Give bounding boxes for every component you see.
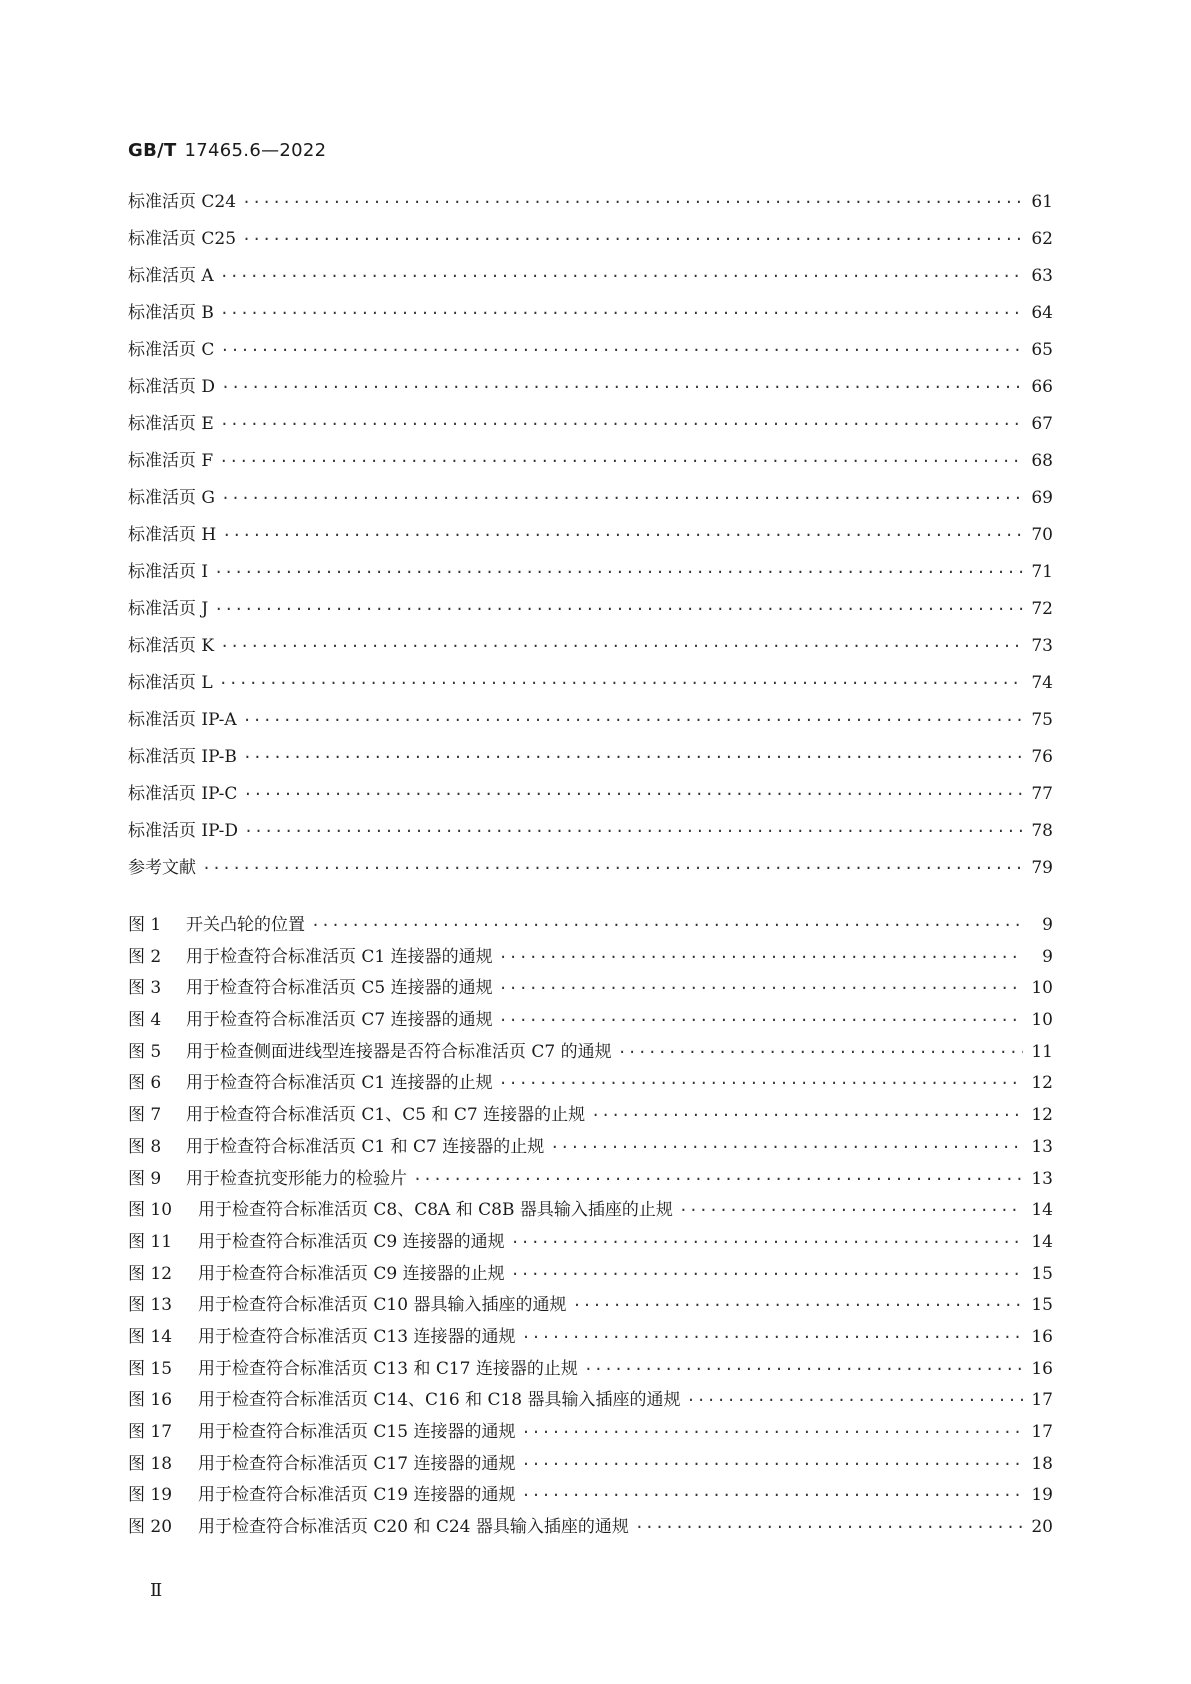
toc-entry-page: 74	[1031, 673, 1053, 693]
leader-dots	[219, 451, 1023, 471]
standard-prefix: GB/T	[128, 140, 177, 161]
toc-entry-title: 标准活页 IP-B	[128, 747, 237, 767]
toc-entry[interactable]	[128, 673, 1053, 710]
toc-entry-title: 标准活页 B	[128, 303, 214, 323]
figure-page: 17	[1031, 1422, 1053, 1442]
figure-page: 20	[1031, 1517, 1053, 1538]
figure-title: 用于检查符合标准活页 C17 连接器的通规	[198, 1453, 516, 1474]
figure-title: 用于检查符合标准活页 C7 连接器的通规	[186, 1010, 493, 1031]
figure-title: 用于检查抗变形能力的检验片	[186, 1168, 407, 1189]
leader-dots	[499, 1073, 1023, 1093]
toc-entry-page: 61	[1031, 192, 1053, 212]
figure-title: 用于检查符合标准活页 C15 连接器的通规	[198, 1422, 516, 1442]
toc-list	[128, 192, 1053, 895]
leader-dots	[499, 1010, 1023, 1030]
toc-entry-page: 71	[1031, 562, 1053, 582]
leader-dots	[244, 821, 1023, 841]
figure-entry[interactable]	[128, 1264, 1053, 1296]
toc-entry-page: 67	[1031, 414, 1053, 434]
toc-entry-page: 64	[1031, 303, 1053, 323]
figure-page: 10	[1031, 978, 1053, 999]
figure-entry[interactable]	[128, 1390, 1053, 1422]
leader-dots	[214, 599, 1023, 619]
figure-page: 17	[1031, 1390, 1053, 1411]
figure-number: 图 9	[128, 1168, 162, 1189]
figure-entry[interactable]	[128, 1042, 1053, 1074]
figure-page: 13	[1031, 1136, 1053, 1157]
figure-page: 12	[1031, 1073, 1053, 1094]
leader-dots	[413, 1169, 1023, 1189]
leader-dots	[572, 1295, 1023, 1315]
figure-number: 图 18	[128, 1453, 173, 1474]
toc-entry[interactable]	[128, 192, 1053, 229]
figure-number: 图 15	[128, 1358, 173, 1379]
figure-number: 图 13	[128, 1295, 173, 1316]
leader-dots	[679, 1200, 1023, 1220]
figure-page: 10	[1031, 1010, 1053, 1031]
toc-entry[interactable]	[128, 784, 1053, 821]
figure-title: 用于检查符合标准活页 C14、C16 和 C18 器具输入插座的通规	[198, 1390, 681, 1411]
toc-entry-page: 73	[1031, 636, 1053, 656]
figure-page: 16	[1031, 1326, 1053, 1347]
leader-dots	[584, 1359, 1023, 1379]
toc-entry-page: 69	[1031, 488, 1053, 508]
leader-dots	[499, 978, 1023, 998]
figure-title: 开关凸轮的位置	[186, 915, 305, 935]
figure-entry[interactable]	[128, 1485, 1053, 1517]
figure-title: 用于检查符合标准活页 C19 连接器的通规	[198, 1485, 516, 1506]
leader-dots	[219, 673, 1023, 693]
figure-entry[interactable]	[128, 1105, 1053, 1137]
toc-entry[interactable]	[128, 710, 1053, 747]
toc-entry-page: 76	[1031, 747, 1053, 767]
figure-title: 用于检查侧面进线型连接器是否符合标准活页 C7 的通规	[186, 1041, 612, 1062]
figure-entry[interactable]	[128, 1327, 1053, 1359]
figure-entry[interactable]	[128, 1169, 1053, 1201]
figure-page: 9	[1042, 946, 1053, 967]
figure-number: 图 8	[128, 1136, 162, 1157]
toc-entry[interactable]	[128, 229, 1053, 266]
leader-dots	[687, 1390, 1023, 1410]
leader-dots	[635, 1517, 1023, 1537]
figure-entry[interactable]	[128, 1359, 1053, 1391]
figure-number: 图 14	[128, 1326, 173, 1347]
figure-number: 图 19	[128, 1485, 173, 1506]
leader-dots	[550, 1137, 1023, 1157]
figure-title: 用于检查符合标准活页 C9 连接器的通规	[198, 1231, 505, 1252]
leader-dots	[521, 1454, 1023, 1474]
toc-entry-page: 68	[1031, 451, 1053, 471]
toc-entry[interactable]	[128, 377, 1053, 414]
figure-number: 图 2	[128, 946, 162, 967]
toc-entry-title: 标准活页 F	[128, 451, 214, 471]
leader-dots	[511, 1232, 1023, 1252]
figure-title: 用于检查符合标准活页 C1 和 C7 连接器的止规	[186, 1136, 545, 1157]
figure-entry[interactable]	[128, 978, 1053, 1010]
toc-entry-title: 标准活页 A	[128, 266, 214, 286]
figure-entry[interactable]	[128, 947, 1053, 979]
figure-page: 14	[1031, 1200, 1053, 1221]
toc-entry[interactable]	[128, 858, 1053, 895]
figure-page: 18	[1031, 1453, 1053, 1474]
figure-title: 用于检查符合标准活页 C1 连接器的通规	[186, 946, 493, 967]
figure-page: 16	[1031, 1358, 1053, 1379]
leader-dots	[618, 1042, 1023, 1062]
toc-entry-title: 标准活页 D	[128, 377, 216, 397]
leader-dots	[220, 303, 1023, 323]
document-header	[128, 140, 326, 161]
toc-entry-page: 63	[1031, 266, 1053, 286]
toc-entry-title: 标准活页 IP-A	[128, 710, 237, 730]
toc-entry[interactable]	[128, 451, 1053, 488]
toc-entry-page: 72	[1031, 599, 1053, 619]
toc-entry-title: 参考文献	[128, 858, 196, 878]
leader-dots	[511, 1264, 1023, 1284]
figure-entry[interactable]	[128, 1454, 1053, 1486]
figure-number: 图 20	[128, 1517, 173, 1538]
figure-entry[interactable]	[128, 1010, 1053, 1042]
toc-entry[interactable]	[128, 821, 1053, 858]
figure-entry[interactable]	[128, 1295, 1053, 1327]
figure-title: 用于检查符合标准活页 C20 和 C24 器具输入插座的通规	[198, 1517, 629, 1538]
figure-number: 图 1	[128, 915, 162, 935]
leader-dots	[243, 747, 1023, 767]
figure-page: 19	[1031, 1485, 1053, 1506]
figure-entry[interactable]	[128, 915, 1053, 947]
leader-dots	[221, 377, 1023, 397]
leader-dots	[221, 488, 1023, 508]
toc-entry-page: 70	[1031, 525, 1053, 545]
figure-page: 13	[1031, 1168, 1053, 1189]
toc-entry-title: 标准活页 C25	[128, 229, 237, 249]
figure-entry[interactable]	[128, 1232, 1053, 1264]
toc-entry-title: 标准活页 C24	[128, 192, 237, 212]
figure-page: 9	[1042, 915, 1053, 935]
leader-dots	[499, 947, 1023, 967]
figure-number: 图 11	[128, 1231, 173, 1252]
toc-entry[interactable]	[128, 636, 1053, 673]
toc-entry-page: 66	[1031, 377, 1053, 397]
figure-number: 图 5	[128, 1041, 162, 1062]
figure-number: 图 17	[128, 1422, 173, 1442]
toc-entry[interactable]	[128, 747, 1053, 784]
standard-number: 17465.6—2022	[184, 140, 327, 161]
figure-page: 15	[1031, 1263, 1053, 1284]
toc-entry-title: 标准活页 E	[128, 414, 214, 434]
leader-dots	[243, 784, 1023, 804]
toc-entry-title: 标准活页 C	[128, 340, 215, 360]
figure-page: 15	[1031, 1295, 1053, 1316]
figure-entry[interactable]	[128, 1422, 1053, 1454]
leader-dots	[521, 1327, 1023, 1347]
figure-number: 图 6	[128, 1073, 162, 1094]
leader-dots	[242, 229, 1023, 249]
toc-entry[interactable]	[128, 599, 1053, 636]
figure-entry[interactable]	[128, 1073, 1053, 1105]
figure-title: 用于检查符合标准活页 C8、C8A 和 C8B 器具输入插座的止规	[198, 1200, 673, 1221]
toc-entry[interactable]	[128, 525, 1053, 562]
leader-dots	[220, 414, 1023, 434]
leader-dots	[220, 340, 1023, 360]
leader-dots	[220, 266, 1023, 286]
leader-dots	[311, 915, 1023, 935]
leader-dots	[220, 636, 1023, 656]
figure-number: 图 12	[128, 1263, 173, 1284]
figure-entry[interactable]	[128, 1200, 1053, 1232]
leader-dots	[214, 562, 1023, 582]
toc-entry[interactable]	[128, 303, 1053, 340]
toc-entry-page: 78	[1031, 821, 1053, 841]
figure-title: 用于检查符合标准活页 C13 连接器的通规	[198, 1326, 516, 1347]
figure-list	[128, 915, 1053, 1549]
toc-entry[interactable]	[128, 562, 1053, 599]
figure-title: 用于检查符合标准活页 C13 和 C17 连接器的止规	[198, 1358, 578, 1379]
toc-entry-title: 标准活页 I	[128, 562, 209, 582]
leader-dots	[243, 710, 1023, 730]
figure-entry[interactable]	[128, 1517, 1053, 1549]
leader-dots	[222, 525, 1023, 545]
toc-entry[interactable]	[128, 266, 1053, 303]
figure-title: 用于检查符合标准活页 C1、C5 和 C7 连接器的止规	[186, 1105, 586, 1126]
toc-entry-title: 标准活页 H	[128, 525, 217, 545]
figure-entry[interactable]	[128, 1137, 1053, 1169]
leader-dots	[242, 192, 1023, 212]
leader-dots	[521, 1422, 1023, 1442]
figure-number: 图 7	[128, 1105, 162, 1126]
figure-page: 14	[1031, 1231, 1053, 1252]
toc-entry-page: 75	[1031, 710, 1053, 730]
figure-title: 用于检查符合标准活页 C1 连接器的止规	[186, 1073, 493, 1094]
toc-entry-page: 62	[1031, 229, 1053, 249]
toc-entry[interactable]	[128, 340, 1053, 377]
figure-title: 用于检查符合标准活页 C9 连接器的止规	[198, 1263, 505, 1284]
leader-dots	[521, 1485, 1023, 1505]
leader-dots	[591, 1105, 1023, 1125]
page-folio: Ⅱ	[150, 1580, 163, 1601]
toc-entry-title: 标准活页 L	[128, 673, 213, 693]
toc-entry-title: 标准活页 K	[128, 636, 215, 656]
figure-number: 图 4	[128, 1010, 162, 1031]
figure-page: 11	[1031, 1041, 1053, 1062]
figure-page: 12	[1031, 1105, 1053, 1126]
figure-title: 用于检查符合标准活页 C5 连接器的通规	[186, 978, 493, 999]
figure-number: 图 10	[128, 1200, 173, 1221]
toc-entry[interactable]	[128, 488, 1053, 525]
toc-entry-title: 标准活页 IP-D	[128, 821, 239, 841]
toc-entry-page: 65	[1031, 340, 1053, 360]
toc-entry-page: 79	[1031, 858, 1053, 878]
toc-entry-title: 标准活页 J	[128, 599, 209, 619]
toc-entry-title: 标准活页 G	[128, 488, 215, 508]
figure-number: 图 16	[128, 1390, 173, 1411]
toc-entry-title: 标准活页 IP-C	[128, 784, 238, 804]
toc-entry-page: 77	[1031, 784, 1053, 804]
figure-number: 图 3	[128, 978, 162, 999]
leader-dots	[202, 858, 1023, 878]
toc-entry[interactable]	[128, 414, 1053, 451]
figure-title: 用于检查符合标准活页 C10 器具输入插座的通规	[198, 1295, 567, 1316]
